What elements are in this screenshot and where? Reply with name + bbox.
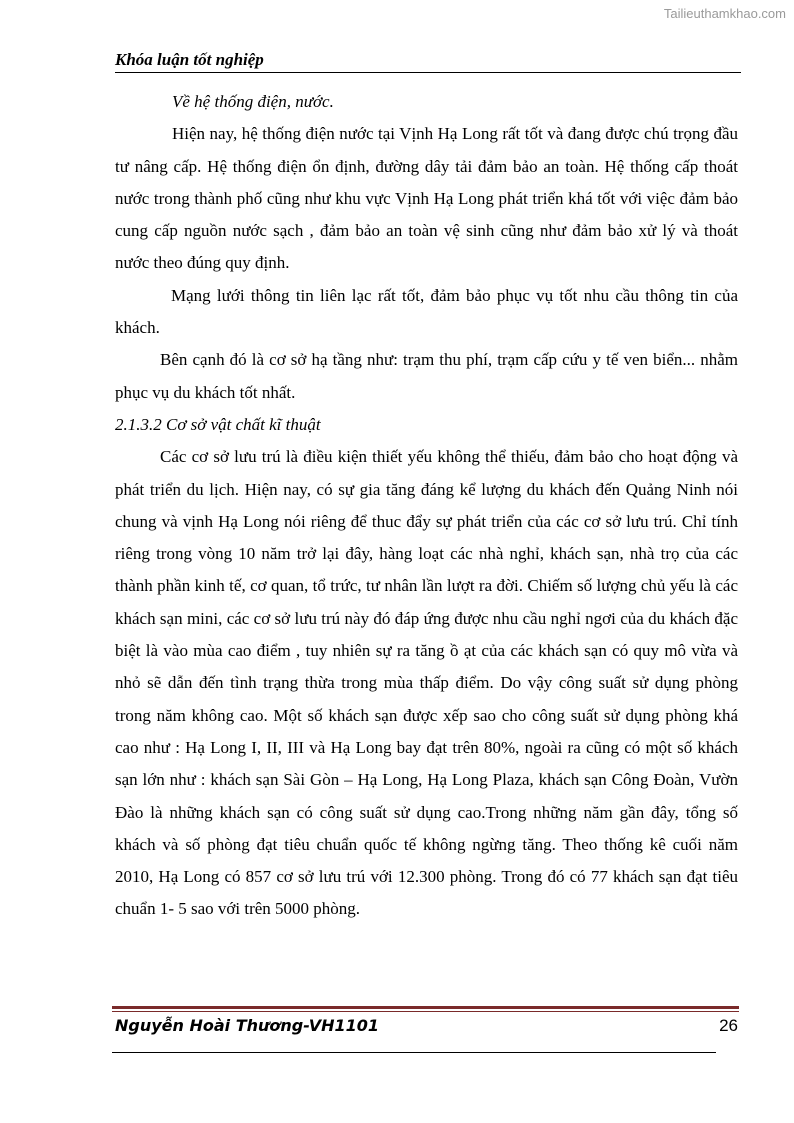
paragraph-public-facilities: Bên cạnh đó là cơ sở hạ tầng như: trạm thu phí, trạm cấp cứu y tế ven biển... nhằm phục vụ du khách tốt nhất. — [115, 350, 738, 402]
watermark-text: Tailieuthamkhao.com — [663, 6, 786, 21]
header-title: Khóa luận tốt nghiệp — [115, 50, 264, 69]
section-heading: 2.1.3.2 Cơ sở vật chất kĩ thuật — [115, 414, 321, 434]
document-body — [115, 86, 738, 926]
footer-divider-thick — [112, 1006, 739, 1009]
paragraph-accommodation: Các cơ sở lưu trú là điều kiện thiết yếu không thể thiếu, đảm bảo cho hoạt động và phát triển du lịch. Hiện nay, có sự gia tăng đáng kể lượng du khách đến Quảng Ninh nói chung và vịnh Hạ Long nói riêng để thuc đẩy sự phát triển của các cơ sở lưu trú. Chỉ tính riêng trong vòng 10 năm trở lại đây, hàng loạt các nhà nghỉ, khách sạn, nhà trọ của các thành phần kinh tế, cơ quan, tổ trức, tư nhân lần lượt ra đời. Chiếm số lượng chủ yếu là các khách sạn mini, các cơ sở lưu trú này đó đáp ứng được nhu cầu nghỉ ngơi của du khách đặc biệt là vào mùa cao điểm , tuy nhiên sự ra tăng ồ ạt của các khách sạn có quy mô vừa và nhỏ sẽ dẫn đến tình trạng thừa trong mùa thấp điểm. Do vậy công suất sử dụng phòng trong năm không cao. Một số khách sạn được xếp sao cho công suất sử dụng phòng khá cao như : Hạ Long I, II, III và Hạ Long bay đạt trên 80%, ngoài ra cũng có một số khách sạn lớn như : khách sạn Sài Gòn – Hạ Long, Hạ Long Plaza, khách sạn Công Đoàn, Vườn Đào là những khách sạn có công suất sử dụng cao.Trong những năm gần đây, tổng số khách và số phòng đạt tiêu chuẩn quốc tế không ngừng tăng. Theo thống kê cuối năm 2010, Hạ Long có 857 cơ sở lưu trú với 12.300 phòng. Trong đó có 77 khách sạn đạt tiêu chuẩn 1- 5 sao với trên 5000 phòng. — [115, 447, 738, 919]
header-divider — [115, 72, 741, 73]
footer-divider-thin — [112, 1011, 739, 1012]
subheading-infrastructure: Về hệ thống điện, nước. — [172, 92, 334, 111]
footer-author: Nguyễn Hoài Thương-VH1101 — [115, 1016, 380, 1035]
page-number: 26 — [719, 1016, 738, 1035]
paragraph-utilities: Hiện nay, hệ thống điện nước tại Vịnh Hạ Long rất tốt và đang được chú trọng đầu tư nâng cấp. Hệ thống điện ổn định, đường dây tải đảm bảo an toàn. Hệ thống cấp thoát nước trong thành phố cũng như khu vực Vịnh Hạ Long phát triển khá tốt với việc đảm bảo cung cấp nguồn nước sạch , đảm bảo an toàn vệ sinh cũng như đảm bảo xử lý và thoát nước theo đúng quy định. — [115, 124, 738, 273]
footer-bottom-divider — [112, 1052, 716, 1053]
paragraph-communications: Mạng lưới thông tin liên lạc rất tốt, đảm bảo phục vụ tốt nhu cầu thông tin của khách. — [115, 285, 738, 338]
